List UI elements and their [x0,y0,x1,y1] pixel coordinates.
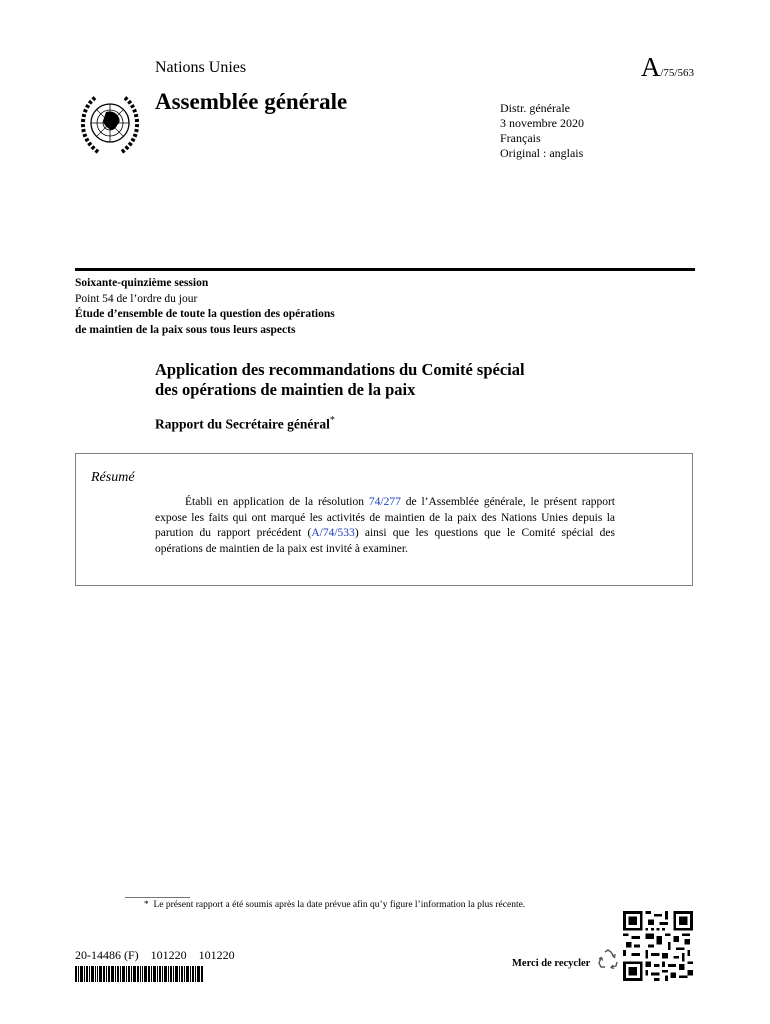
document-title-line1: Application des recommandations du Comité spécial [155,360,525,379]
session-name: Soixante-quinzième session [75,277,209,289]
previous-report-link[interactable]: A/74/533 [311,527,355,539]
recycle-icon [596,948,620,972]
summary-label: Résumé [91,470,135,485]
footnote-text: Le présent rapport a été soumis après la date prévue afin qu’y figure l’information la plus récente. [153,900,526,910]
summary-text-part1: Établi en application de la résolution [185,496,369,508]
document-title [155,360,675,400]
symbol-letter: A [640,52,661,82]
report-by-text: Rapport du Secrétaire général [155,416,330,432]
footnote-rule: ________________ [125,888,189,899]
document-language: Français [500,131,541,145]
session-block [75,276,335,338]
document-title-line2: des opérations de maintien de la paix [155,380,416,399]
agenda-title-line1: Étude d’ensemble de toute la question des opérations [75,308,335,320]
footnote-marker: * [144,900,149,910]
footnote-reference: * [329,415,335,426]
footnote [144,900,525,910]
summary-text-part2: de l’Assemblée générale, le présent rapport expose les faits qui ont marqué les activités de maintien de la paix des Nations Unies depuis la parution du rapport précédent ( [155,496,616,539]
original-language: Original : anglais [500,146,584,160]
agenda-title-line2: de maintien de la paix sous tous leurs aspects [75,323,296,336]
distribution: Distr. générale [500,101,570,115]
summary-text [155,495,615,557]
recycle-label: Merci de recycler [512,958,591,969]
un-emblem-icon [78,92,142,156]
distribution-block [500,101,584,161]
document-number: 20-14486 (F) 101220 101220 [75,948,235,962]
summary-text-part3: ) ainsi que les questions que le Comité spécial des opérations de maintien de la paix est invité à examiner. [155,527,615,555]
resolution-link[interactable]: 74/277 [368,496,401,508]
symbol-number: /75/563 [660,67,694,79]
document-symbol [641,52,694,83]
qr-code-icon [623,911,693,981]
report-by [155,415,335,433]
organization-name: Nations Unies [155,59,247,76]
document-date: 3 novembre 2020 [500,116,584,130]
header-rule [75,268,695,271]
agenda-item: Point 54 de l’ordre du jour [75,292,198,305]
body-title: Assemblée générale [155,89,348,114]
barcode-icon [75,966,203,982]
